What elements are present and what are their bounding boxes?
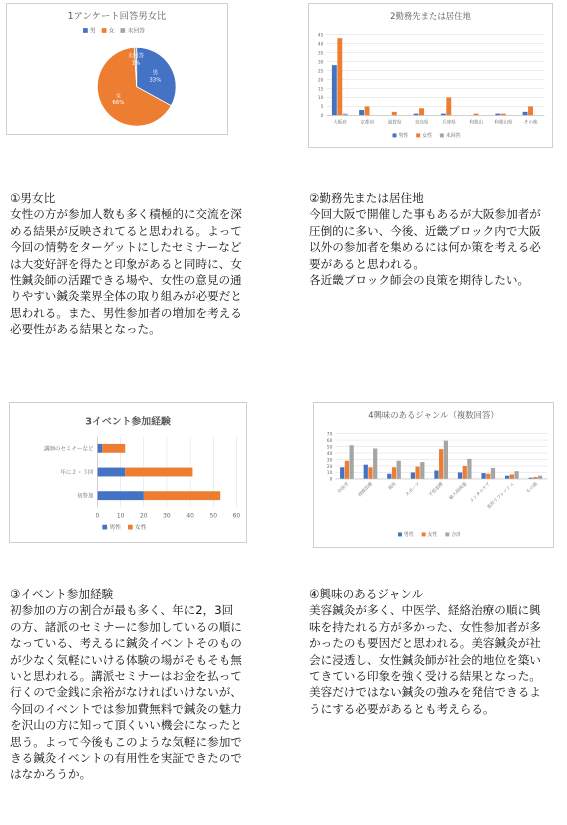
y-tick-label: 30 [326,458,333,464]
text-line: 思う。よって今後もこのような気軽に参加で [10,734,242,749]
bar-segment [97,468,125,477]
bar [528,106,533,115]
chart-title: 4興味のあるジャンル（複数回答） [368,409,499,420]
x-tick-label: 中医学 [337,481,351,495]
section-heading: ③イベント参加経験 [10,587,114,601]
bar [419,108,424,115]
bar [481,473,485,479]
text-line: 女性の方が参加人数も多く積極的に交流を深 [10,207,242,222]
text-line: きる鍼灸イベントの有用性を実証できたので [10,751,242,766]
bar-segment [97,491,143,500]
legend-label: 女性 [427,532,438,539]
bar [332,65,337,115]
pie-data-label: 未回答 [127,53,144,60]
text-line: 圧倒的に多い、今後、近畿ブロック内で大阪 [309,223,541,238]
text-line: 今回大阪で開催した事もあるが大阪参加者が [309,207,541,222]
bar [523,112,528,116]
bar [415,467,419,479]
x-tick-label: 30 [163,513,171,520]
legend-label: 女 [108,28,115,35]
y-tick-label: 0 [320,114,324,120]
x-tick-label: 経絡治療 [357,481,375,499]
legend-swatch [128,525,133,530]
chart-title: 3イベント参加経験 [85,416,171,428]
legend-label: 男 [89,28,96,35]
bar [368,467,372,479]
text-line: 会に浸透し、女性鍼灸師が社会的地位を築い [309,652,541,667]
y-tick-label: 0 [329,477,333,483]
text-line: 各近畿ブロック師会の良策を期待したい。 [309,273,530,288]
chart-workplace [308,3,553,148]
bar-segment [125,468,192,477]
x-tick-label: 不妊治療 [428,481,445,499]
y-tick-label: 10 [317,96,324,102]
y-tick-label: 10 [326,471,333,477]
legend-swatch [120,28,125,33]
text-line: 必要性がある結果となった。 [10,322,161,337]
legend-swatch [83,28,88,33]
bar [392,112,397,116]
x-tick-label: 滋賀県 [387,120,402,126]
bar-segment [144,491,220,500]
y-tick-label: 30 [317,60,324,66]
bar [444,441,448,479]
x-tick-label: 40 [186,513,194,520]
bar [458,472,462,478]
x-tick-label: 20 [140,513,148,520]
pie-data-label: 男 [152,70,159,77]
text-line: を沢山の方に知って頂くいい機会になったと [10,718,242,733]
text-line: かったのも要因だと思われる。美容鍼灸が社 [309,636,541,651]
chart-gender-ratio [6,3,228,135]
text-line: 以外の参加者を集めるには何か策を考える必 [309,240,541,255]
pie-data-label: 66% [112,100,125,107]
chart-event-experience [9,402,247,543]
bar [345,461,349,479]
bar [392,467,396,479]
section-genre [309,586,541,717]
y-tick-label: 45 [317,33,324,39]
bar [463,466,467,479]
text-line: 味を持たれる方が多かった、女性参加者が多 [309,619,541,634]
y-category-label: 年に２・３回 [60,469,94,476]
text-line: いと思われる。講派セミナーはお金を払って [10,669,242,684]
bar [446,97,451,115]
x-tick-label: 兵庫県 [442,120,456,126]
legend-label: 女性 [422,133,432,140]
y-tick-label: 60 [326,438,333,444]
bar [365,106,370,115]
bar [505,476,509,479]
bar [439,449,443,479]
legend-label: 男性 [403,532,414,539]
x-tick-label: 和歌山 [469,120,484,126]
text-line: 思われる。また、男性参加者の増加を考える [10,305,242,320]
y-tick-label: 70 [326,432,333,438]
text-line: 美容鍼灸が多く、中医学、経絡治療の順に興 [309,603,541,618]
bar-segment [102,444,125,453]
bar [434,471,438,479]
pie-data-label: 1% [131,60,141,67]
legend-label: 女性 [134,525,147,532]
workplace-bar-svg [309,4,552,147]
x-tick-label: 奈良県 [415,120,429,126]
x-tick-label: 美容リフレッシュ [486,481,516,511]
text-line: りやすい鍼灸業界全体の取り組みが必要だと [10,289,242,304]
legend-swatch [393,133,397,137]
gender-pie-svg [7,4,227,134]
x-tick-label: 京都府 [360,120,375,126]
legend-swatch [422,532,426,536]
text-line: てきている印象を強く受ける結果となった。 [309,669,541,684]
legend-label: 未回答 [127,28,146,35]
bar [514,471,518,479]
section-event [10,586,242,783]
bar [411,472,415,478]
y-tick-label: 5 [320,105,324,111]
y-tick-label: 15 [317,87,324,93]
y-tick-label: 20 [326,464,333,470]
text-line: が少なく気軽にいける体験の場がそもそも無 [10,652,242,667]
section-heading: ①男女比 [10,191,56,205]
text-line: 美容だけではない鍼灸の強みを発信できるよ [309,685,541,700]
bar [510,474,514,479]
bar [350,445,354,479]
y-tick-label: 25 [317,69,324,75]
x-tick-label: 婦人科疾患 [448,481,469,502]
bar [420,462,424,479]
x-tick-label: 50 [209,513,218,520]
bar [486,474,490,479]
legend-swatch [102,525,107,530]
text-line: なっている、考えるに鍼灸イベントそのもの [10,636,242,651]
legend-label: 男性 [398,133,409,140]
text-line: 性鍼灸師の活躍できる場や、女性の意見の通 [10,273,242,288]
legend-swatch [102,28,107,33]
bar [397,461,401,479]
section-heading: ④興味のあるジャンル [309,587,424,601]
bar [491,468,495,479]
x-tick-label: スポーツ [405,481,422,498]
x-tick-label: 10 [116,513,125,520]
bar [373,448,377,478]
legend-swatch [445,532,449,536]
text-line: 今回のイベントでは参加費無料で鍼灸の魅力 [10,701,242,716]
event-bar-svg [10,403,246,542]
bar [387,474,391,479]
x-tick-label: その他 [525,481,540,495]
bar [364,465,368,479]
y-tick-label: 40 [317,42,324,48]
legend-swatch [440,133,444,137]
text-line: 行くので金銭に余裕がなければいけないが、 [10,685,242,700]
text-line: 要があると思われる。 [309,256,425,271]
genre-bar-svg [314,403,553,547]
legend-label: 合計 [451,532,462,539]
bar-segment [97,444,102,453]
bar [467,459,471,479]
x-tick-label: 大阪府 [333,120,347,126]
text-line: うにする必要があるとも考えらる。 [309,701,495,716]
bar [340,467,344,479]
x-tick-label: 美容 [387,481,398,492]
y-tick-label: 50 [326,445,333,451]
pie-data-label: 女 [115,93,122,100]
text-line: は大変好評を得たと印象があると同時に、女 [10,256,242,271]
text-line: める結果が反映されてると思われる。よって [10,223,242,238]
text-line: 初参加の方の割合が最も多く、年に2，3回 [10,603,234,618]
bar [538,476,542,479]
x-tick-label: その他 [524,120,538,126]
chart-genre-interest [313,402,554,548]
text-line: の方、諸派のセミナーに参加しているの順に [10,619,242,634]
y-tick-label: 40 [326,451,333,457]
chart-title: 2勤務先または居住地 [390,10,471,21]
text-line: はなかろうか。 [10,767,92,782]
legend-swatch [398,532,402,536]
x-tick-label: メンタルケア [469,481,492,505]
y-tick-label: 35 [317,51,324,57]
y-category-label: 初参加 [76,493,94,500]
section-gender [10,190,242,338]
legend-label: 未回答 [445,133,461,140]
x-tick-label: 和歌山県 [494,120,513,126]
legend-label: 男性 [109,525,122,532]
pie-data-label: 33% [149,77,162,84]
section-workplace [309,190,541,288]
legend-swatch [416,133,420,137]
y-tick-label: 20 [317,78,324,84]
bar [337,38,342,115]
bar [359,110,364,115]
text-line: 今回の情勢をターゲットにしたセミナーなど [10,240,242,255]
x-tick-label: 60 [232,513,241,520]
section-heading: ②勤務先または居住地 [309,191,424,205]
y-category-label: 講師のセミナーなど [43,446,94,453]
x-tick-label: 0 [95,513,100,520]
chart-title: 1アンケート回答男女比 [67,10,167,22]
